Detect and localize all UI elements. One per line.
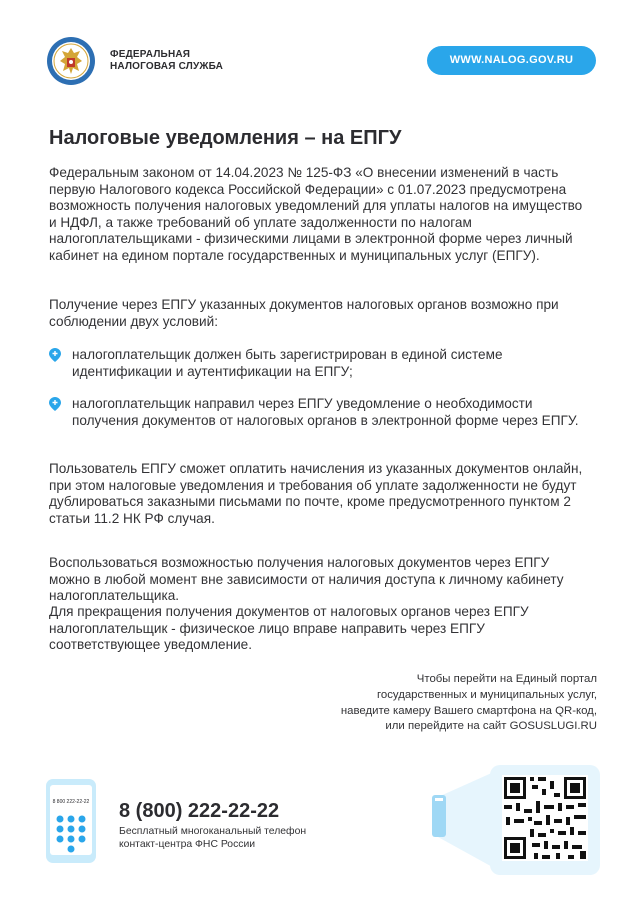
paragraph-conditions: Получение через ЕПГУ указанных документов налоговых органов возможно при соблюдении двух условий: [49,297,559,329]
org-name-line2: НАЛОГОВАЯ СЛУЖБА [110,61,224,72]
hotline-desc-line2: контакт-центра ФНС России [119,838,256,850]
site-link-button[interactable]: WWW.NALOG.GOV.RU [427,46,596,75]
paragraph-payment: Пользователь ЕПГУ сможет оплатить начисления из указанных документов онлайн, при этом налоговые уведомления и требования об уплате задолженности не будут дублироваться заказными письмами по почте, кроме предусмотренного пунктом 2 статьи 11.2 НК РФ случая. [49,461,583,526]
list-item-text: налогоплательщик должен быть зарегистрирован в единой системе идентификации и аутентификации на ЕПГУ; [72,347,503,379]
qr-instruction: Чтобы перейти на Единый портал государственных и муниципальных услуг, наведите камеру Вашего смартфона на QR-код, или перейдите на сайт GOSUSLUGI.RU [340,673,597,733]
location-pin-icon [49,397,61,411]
hotline-desc-line1: Бесплатный многоканальный телефон [119,826,307,837]
org-name-line1: ФЕДЕРАЛЬНАЯ [110,49,191,60]
qr-area [430,765,600,875]
smartphone-icon [432,795,446,837]
hotline-phone[interactable]: 8 (800) 222-22-22 [119,800,280,822]
location-pin-icon [49,348,61,362]
list-item-text: налогоплательщик направил через ЕПГУ уведомление о необходимости получения документов от налоговых органов в электронной форме через ЕПГУ. [72,396,579,428]
header [0,0,630,100]
paragraph-termination: Для прекращения получения документов от налоговых органов через ЕПГУ налогоплательщик - физическое лицо вправе направить через ЕПГУ соответствующее уведомление. [49,604,529,653]
paragraph-opportunity: Воспользоваться возможностью получения налоговых документов через ЕПГУ можно в любой момент вне зависимости от наличия доступа к личному кабинету налогоплательщика. [49,555,564,604]
fns-emblem-icon [46,36,96,86]
phone-icon [46,779,96,863]
phone-screen-number: 8 800 222-22-22 [52,799,90,805]
hotline-description [119,826,306,851]
page-title: Налоговые уведомления – на ЕПГУ [49,127,402,149]
org-name [110,49,223,73]
paragraph-law: Федеральным законом от 14.04.2023 № 125-ФЗ «О внесении изменений в часть первую Налогового кодекса Российской Федерации» с 01.07.2023 предусмотрена возможность получения налоговых уведомлений для уплаты налогов на имущество и НДФЛ, а также требований об уплате задолженности по налогам налогоплательщиками - физическими лицами в электронной форме через личный кабинет на едином портале государственных и муниципальных услуг (ЕПГУ). [49,165,583,263]
